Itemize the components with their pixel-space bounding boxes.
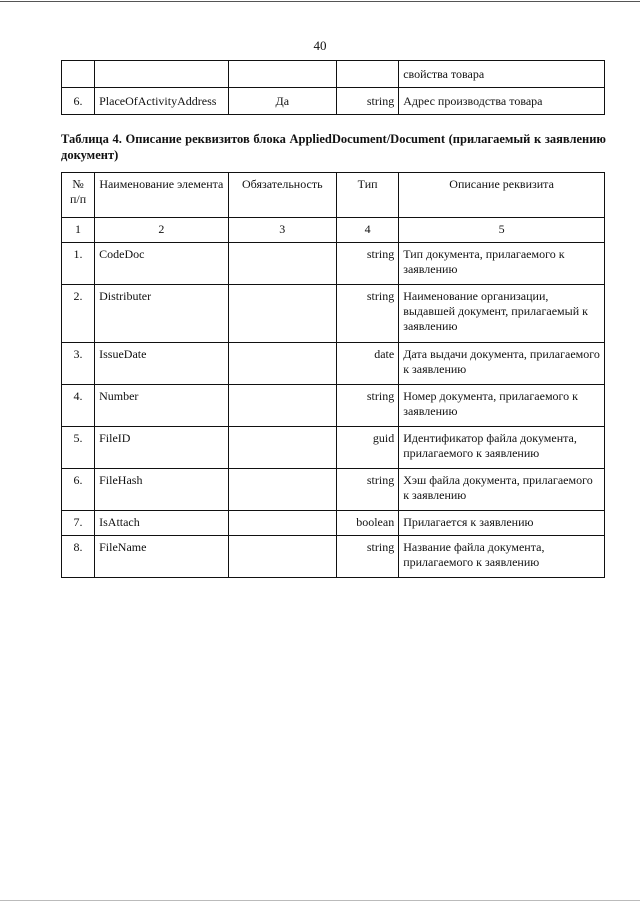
element-type: string	[336, 469, 398, 511]
header-description: Описание реквизита	[399, 173, 605, 218]
table-caption: Таблица 4. Описание реквизитов блока AppliedDocument/Document (прилагаемый к заявлению документ)	[61, 132, 606, 163]
header-num: № п/п	[62, 173, 95, 218]
element-type: guid	[336, 427, 398, 469]
required-flag	[228, 536, 336, 578]
row-number: 7.	[62, 511, 95, 536]
element-description: Адрес производства товара	[399, 88, 605, 115]
required-flag	[228, 511, 336, 536]
element-name: FileID	[95, 427, 228, 469]
table-row	[62, 61, 605, 88]
table-row	[62, 511, 605, 536]
element-name: IsAttach	[95, 511, 228, 536]
header-type: Тип	[336, 173, 398, 218]
row-number	[62, 61, 95, 88]
row-number: 3.	[62, 343, 95, 385]
element-type: string	[336, 536, 398, 578]
table-header-row	[62, 173, 605, 218]
element-name: FileName	[95, 536, 228, 578]
row-number: 6.	[62, 88, 95, 115]
element-name: CodeDoc	[95, 243, 228, 285]
continued-table	[61, 60, 605, 115]
element-description: Тип документа, прилагаемого к заявлению	[399, 243, 605, 285]
element-type	[336, 61, 398, 88]
element-description: Прилагается к заявлению	[399, 511, 605, 536]
element-name: FileHash	[95, 469, 228, 511]
table-row	[62, 536, 605, 578]
element-type: string	[336, 385, 398, 427]
element-type: string	[336, 285, 398, 343]
required-flag	[228, 285, 336, 343]
required-flag	[228, 385, 336, 427]
element-description: Название файла документа, прилагаемого к заявлению	[399, 536, 605, 578]
column-index: 5	[399, 218, 605, 243]
required-flag	[228, 61, 336, 88]
column-index: 3	[228, 218, 336, 243]
element-name: PlaceOfActivityAddress	[95, 88, 228, 115]
top-scan-rule	[0, 1, 640, 2]
table-row	[62, 385, 605, 427]
required-flag	[228, 343, 336, 385]
column-index: 4	[336, 218, 398, 243]
row-number: 6.	[62, 469, 95, 511]
requisites-table-body	[62, 243, 605, 578]
element-name: Number	[95, 385, 228, 427]
element-name: IssueDate	[95, 343, 228, 385]
element-name: Distributer	[95, 285, 228, 343]
bottom-scan-rule	[0, 900, 640, 901]
required-flag	[228, 427, 336, 469]
table-row	[62, 243, 605, 285]
header-name: Наименование элемента	[95, 173, 228, 218]
element-description: Хэш файла документа, прилагаемого к заявлению	[399, 469, 605, 511]
element-description: Идентификатор файла документа, прилагаемого к заявлению	[399, 427, 605, 469]
table-row	[62, 343, 605, 385]
element-type: boolean	[336, 511, 398, 536]
element-type: string	[336, 243, 398, 285]
row-number: 5.	[62, 427, 95, 469]
required-flag	[228, 469, 336, 511]
required-flag: Да	[228, 88, 336, 115]
row-number: 1.	[62, 243, 95, 285]
element-type: string	[336, 88, 398, 115]
table-row	[62, 285, 605, 343]
table-row	[62, 88, 605, 115]
element-description: свойства товара	[399, 61, 605, 88]
row-number: 2.	[62, 285, 95, 343]
table-row	[62, 427, 605, 469]
column-index: 1	[62, 218, 95, 243]
page-number: 40	[313, 38, 327, 53]
row-number: 8.	[62, 536, 95, 578]
column-index-row	[62, 218, 605, 243]
element-description: Номер документа, прилагаемого к заявлению	[399, 385, 605, 427]
column-index: 2	[95, 218, 228, 243]
header-required: Обязательность	[228, 173, 336, 218]
element-name	[95, 61, 228, 88]
requisites-table	[61, 172, 605, 578]
row-number: 4.	[62, 385, 95, 427]
element-type: date	[336, 343, 398, 385]
table-row	[62, 469, 605, 511]
element-description: Наименование организации, выдавшей документ, прилагаемый к заявлению	[399, 285, 605, 343]
required-flag	[228, 243, 336, 285]
element-description: Дата выдачи документа, прилагаемого к заявлению	[399, 343, 605, 385]
